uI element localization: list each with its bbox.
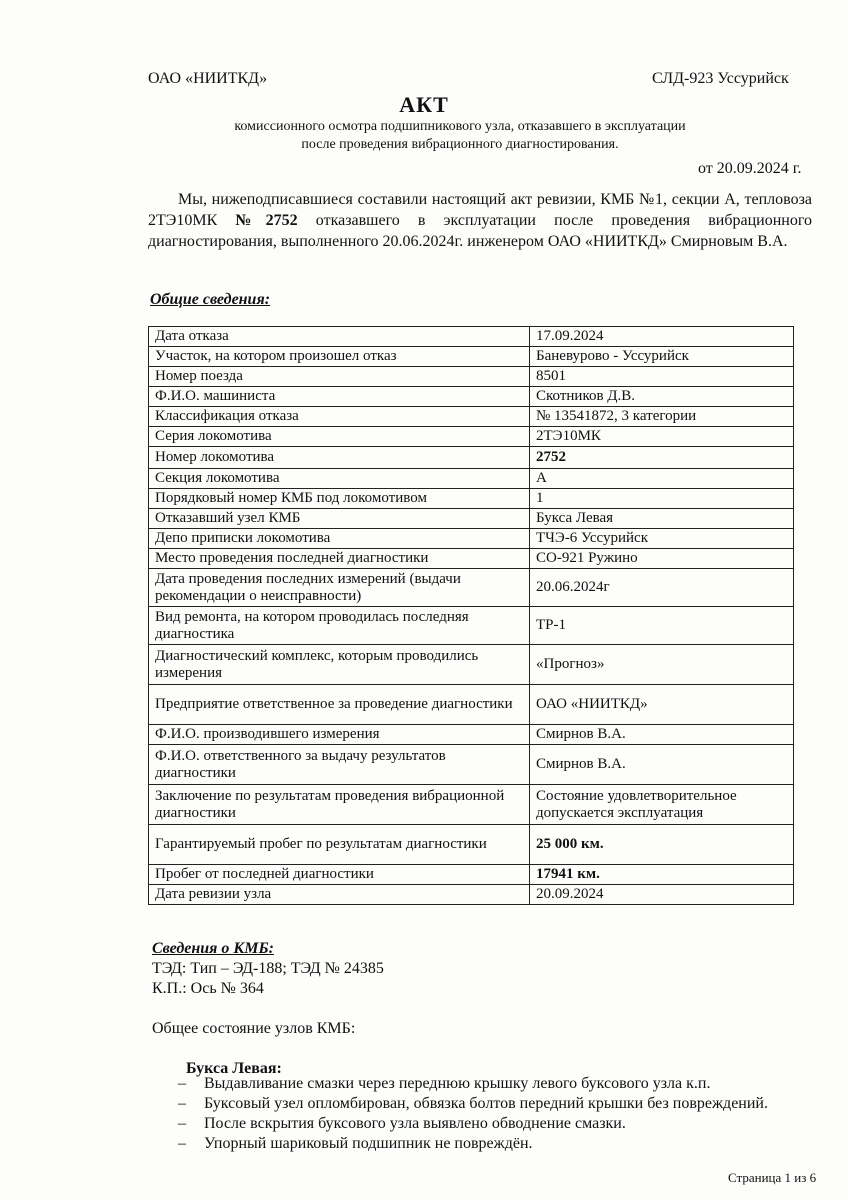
row-value: Скотников Д.В. <box>530 387 794 407</box>
table-row <box>149 367 794 387</box>
row-label: Дата ревизии узла <box>149 885 530 905</box>
general-state-heading: Общее состояние узлов КМБ: <box>152 1020 356 1037</box>
table-row <box>149 509 794 529</box>
row-value: ОАО «НИИТКД» <box>530 685 794 725</box>
row-label: Секция локомотива <box>149 469 530 489</box>
row-label: Классификация отказа <box>149 407 530 427</box>
table-row <box>149 745 794 785</box>
row-value: 17941 км. <box>530 865 794 885</box>
table-row <box>149 489 794 509</box>
row-label: Участок, на котором произошел отказ <box>149 347 530 367</box>
bullet-dash: – <box>178 1075 186 1092</box>
section-general-heading: Общие сведения: <box>150 291 271 308</box>
list-item <box>178 1074 768 1094</box>
row-value: «Прогноз» <box>530 645 794 685</box>
row-label: Ф.И.О. машиниста <box>149 387 530 407</box>
table-row <box>149 549 794 569</box>
finding-text: Выдавливание смазки через переднюю крышку левого буксового узла к.п. <box>204 1075 711 1092</box>
row-value: 2ТЭ10МК <box>530 427 794 447</box>
kp-info: К.П.: Ось № 364 <box>152 980 264 997</box>
table-row <box>149 607 794 645</box>
row-label: Предприятие ответственное за проведение диагностики <box>149 685 530 725</box>
bullet-dash: – <box>178 1135 186 1152</box>
table-row <box>149 347 794 367</box>
row-label: Гарантируемый пробег по результатам диагностики <box>149 825 530 865</box>
row-value: СО-921 Ружино <box>530 549 794 569</box>
page-number: Страница 1 из 6 <box>728 1170 817 1185</box>
row-label: Номер поезда <box>149 367 530 387</box>
table-row <box>149 529 794 549</box>
document-subtitle <box>180 118 740 154</box>
row-label: Дата проведения последних измерений (выдачи рекомендации о неисправности) <box>149 569 530 607</box>
table-row <box>149 469 794 489</box>
row-value: 20.09.2024 <box>530 885 794 905</box>
row-value: Состояние удовлетворительное допускается эксплуатация <box>530 785 794 825</box>
findings-list <box>178 1074 768 1154</box>
header-depot-code: СЛД-923 Уссурийск <box>652 70 789 87</box>
row-label: Ф.И.О. ответственного за выдачу результатов диагностики <box>149 745 530 785</box>
table-row <box>149 825 794 865</box>
row-value: 20.06.2024г <box>530 569 794 607</box>
list-item <box>178 1094 768 1114</box>
intro-loco-number: №2752 <box>235 212 298 229</box>
row-label: Отказавший узел КМБ <box>149 509 530 529</box>
table-row <box>149 685 794 725</box>
intro-part-1: Мы, нижеподписавшиеся составили настоящий акт ревизии, КМБ №1, секции А, тепловоза 2ТЭ10МК <box>148 191 812 229</box>
row-value: Смирнов В.А. <box>530 745 794 785</box>
general-info-table <box>148 326 794 905</box>
finding-text: Упорный шариковый подшипник не повреждён. <box>204 1135 533 1152</box>
document-title: АКТ <box>399 92 449 117</box>
row-label: Порядковый номер КМБ под локомотивом <box>149 489 530 509</box>
row-value: 25 000 км. <box>530 825 794 865</box>
row-label: Вид ремонта, на котором проводилась последняя диагностика <box>149 607 530 645</box>
row-label: Депо приписки локомотива <box>149 529 530 549</box>
row-value: 8501 <box>530 367 794 387</box>
bullet-dash: – <box>178 1115 186 1132</box>
finding-text: После вскрытия буксового узла выявлено обводнение смазки. <box>204 1115 626 1132</box>
row-label: Пробег от последней диагностики <box>149 865 530 885</box>
row-value: № 13541872, 3 категории <box>530 407 794 427</box>
table-row <box>149 387 794 407</box>
table-row <box>149 725 794 745</box>
list-item <box>178 1114 768 1134</box>
row-value: А <box>530 469 794 489</box>
table-row <box>149 569 794 607</box>
section-kmb-heading: Сведения о КМБ: <box>152 940 274 957</box>
bullet-dash: – <box>178 1095 186 1112</box>
table-row <box>149 885 794 905</box>
table-row <box>149 407 794 427</box>
table-row <box>149 447 794 469</box>
row-label: Номер локомотива <box>149 447 530 469</box>
list-item <box>178 1134 768 1154</box>
row-label: Место проведения последней диагностики <box>149 549 530 569</box>
row-label: Дата отказа <box>149 327 530 347</box>
subtitle-line-1: комиссионного осмотра подшипникового узла, отказавшего в эксплуатации <box>234 119 686 134</box>
row-label: Ф.И.О. производившего измерения <box>149 725 530 745</box>
intro-part-2: отказавшего в эксплуатации после проведения вибрационного диагностирования, выполненного 20.06.2024г. инженером ОАО «НИИТКД» Смирновым В.А. <box>148 212 812 250</box>
row-value: ТЧЭ-6 Уссурийск <box>530 529 794 549</box>
row-label: Серия локомотива <box>149 427 530 447</box>
buksa-heading: Букса Левая: <box>186 1060 282 1077</box>
table-row <box>149 427 794 447</box>
row-label: Заключение по результатам проведения вибрационной диагностики <box>149 785 530 825</box>
header-organization: ОАО «НИИТКД» <box>148 70 268 87</box>
table-row <box>149 785 794 825</box>
table-row <box>149 327 794 347</box>
row-value: Букса Левая <box>530 509 794 529</box>
row-value: 2752 <box>530 447 794 469</box>
row-value: Баневурово - Уссурийск <box>530 347 794 367</box>
row-value: Смирнов В.А. <box>530 725 794 745</box>
row-value: ТР-1 <box>530 607 794 645</box>
intro-paragraph <box>148 189 812 252</box>
document-date: от 20.09.2024 г. <box>698 160 802 177</box>
ted-info: ТЭД: Тип – ЭД-188; ТЭД № 24385 <box>152 960 384 977</box>
table-row <box>149 645 794 685</box>
row-value: 1 <box>530 489 794 509</box>
table-row <box>149 865 794 885</box>
finding-text: Буксовый узел опломбирован, обвязка болтов передний крышки без повреждений. <box>204 1095 768 1112</box>
row-value: 17.09.2024 <box>530 327 794 347</box>
row-label: Диагностический комплекс, которым проводились измерения <box>149 645 530 685</box>
subtitle-line-2: после проведения вибрационного диагностирования. <box>301 137 619 152</box>
